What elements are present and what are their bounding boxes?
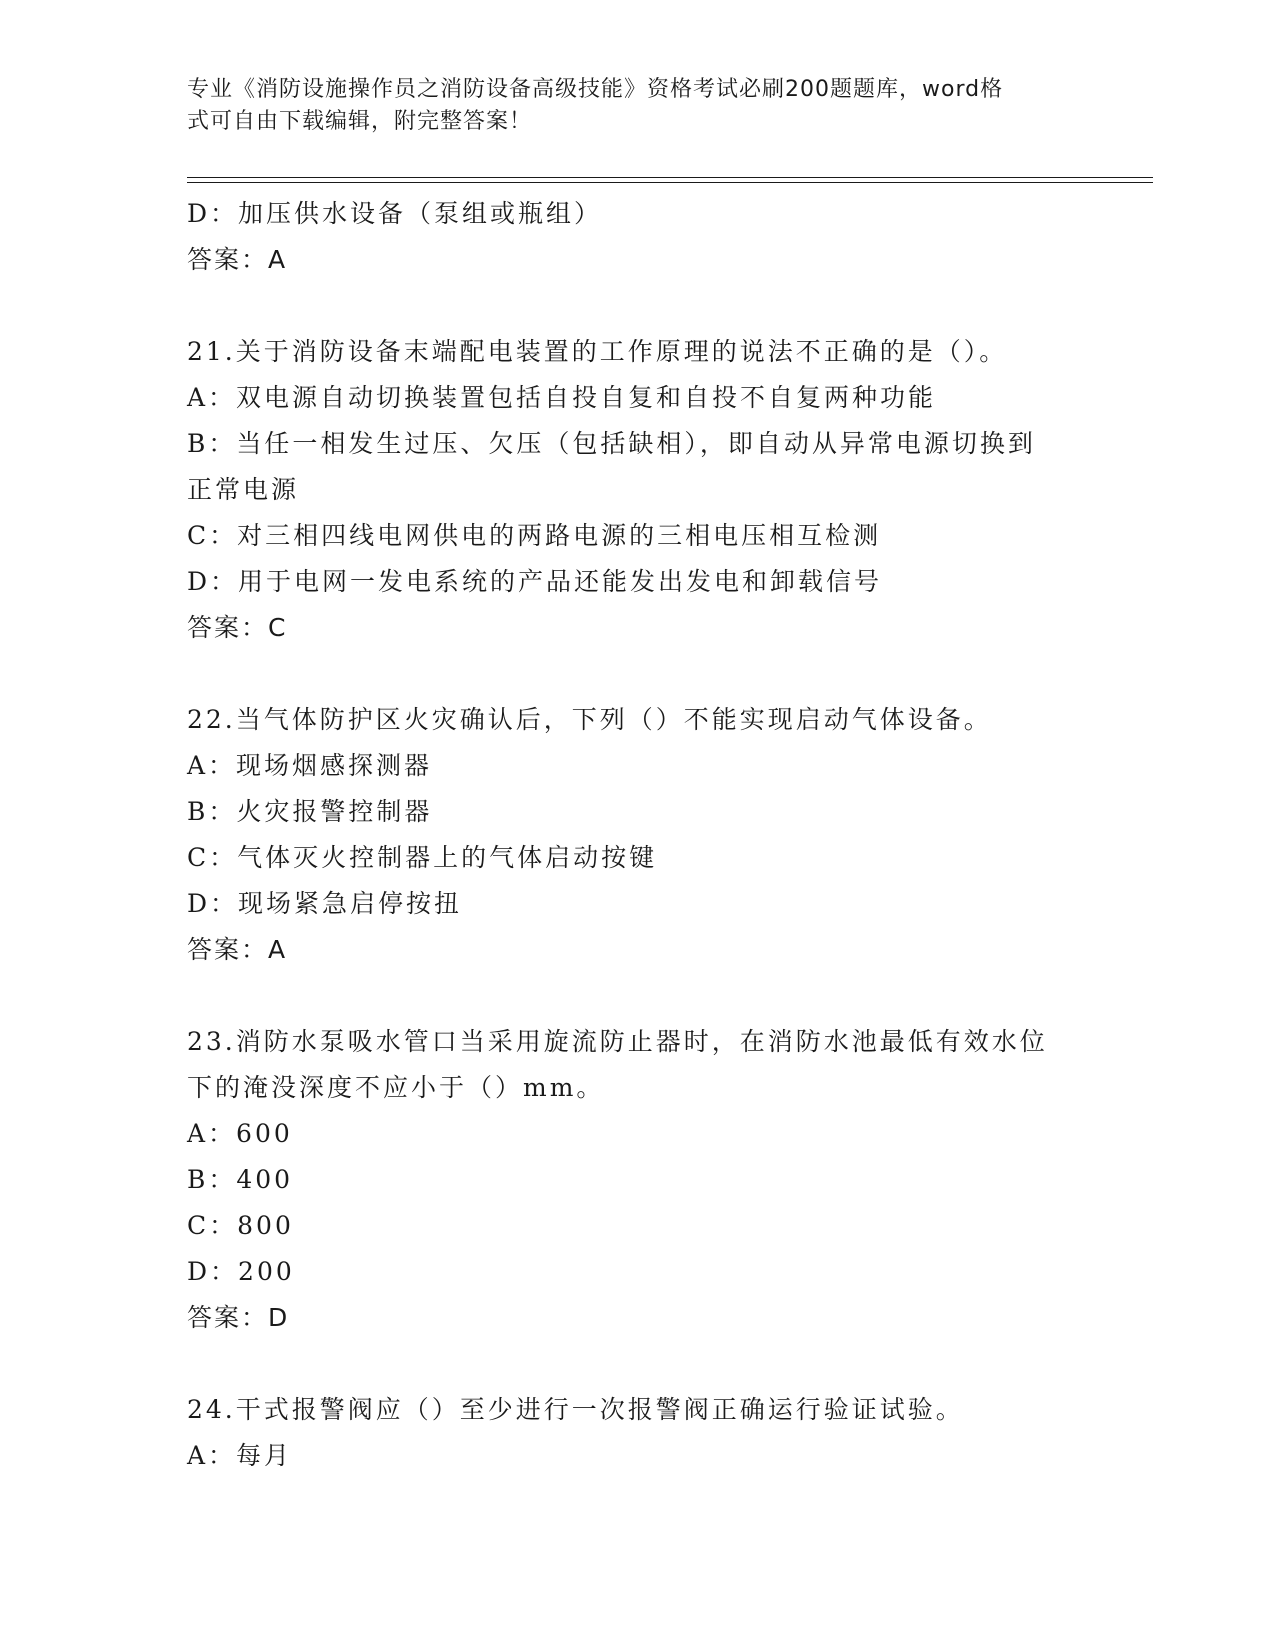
question-23 [187, 1019, 1087, 1341]
option-b: B：400 [187, 1165, 294, 1194]
option-a: A：600 [187, 1119, 293, 1148]
option-c: C：800 [187, 1211, 294, 1240]
prev-option-d: D：加压供水设备（泵组或瓶组） [187, 199, 603, 228]
question-stem: 23.消防水泵吸水管口当采用旋流防止器时，在消防水池最低有效水位 [187, 1027, 1048, 1056]
question-stem: 24.干式报警阀应（）至少进行一次报警阀正确运行验证试验。 [187, 1395, 964, 1424]
question-stem: 21.关于消防设备末端配电装置的工作原理的说法不正确的是（）。 [187, 337, 1008, 366]
document-header [187, 74, 1067, 138]
option-b: B：当任一相发生过压、欠压（包括缺相），即自动从异常电源切换到 [187, 429, 1036, 458]
option-a: A：现场烟感探测器 [187, 751, 433, 780]
answer: 答案：A [187, 935, 288, 964]
header-divider-bottom [187, 182, 1153, 183]
header-divider-top [187, 177, 1153, 178]
prev-answer: 答案：A [187, 245, 288, 274]
question-stem-continued: 下的淹没深度不应小于（）mm。 [187, 1073, 605, 1102]
question-stem: 22.当气体防护区火灾确认后，下列（）不能实现启动气体设备。 [187, 705, 992, 734]
header-line-1: 专业《消防设施操作员之消防设备高级技能》资格考试必刷200题题库，word格 [187, 77, 1004, 102]
header-line-2: 式可自由下载编辑，附完整答案！ [187, 109, 533, 134]
option-b: B：火灾报警控制器 [187, 797, 433, 826]
question-24 [187, 1387, 1087, 1479]
option-a: A：每月 [187, 1441, 293, 1470]
option-c: C：对三相四线电网供电的两路电源的三相电压相互检测 [187, 521, 882, 550]
option-c: C：气体灭火控制器上的气体启动按键 [187, 843, 658, 872]
answer: 答案：C [187, 613, 288, 642]
option-d: D：200 [187, 1257, 295, 1286]
option-d: D：现场紧急启停按扭 [187, 889, 463, 918]
question-22 [187, 697, 1087, 973]
question-21 [187, 329, 1087, 651]
question-list [187, 191, 1087, 1479]
option-d: D：用于电网一发电系统的产品还能发出发电和卸载信号 [187, 567, 883, 596]
option-a: A：双电源自动切换装置包括自投自复和自投不自复两种功能 [187, 383, 937, 412]
answer: 答案：D [187, 1303, 290, 1332]
option-b-continued: 正常电源 [187, 475, 300, 504]
